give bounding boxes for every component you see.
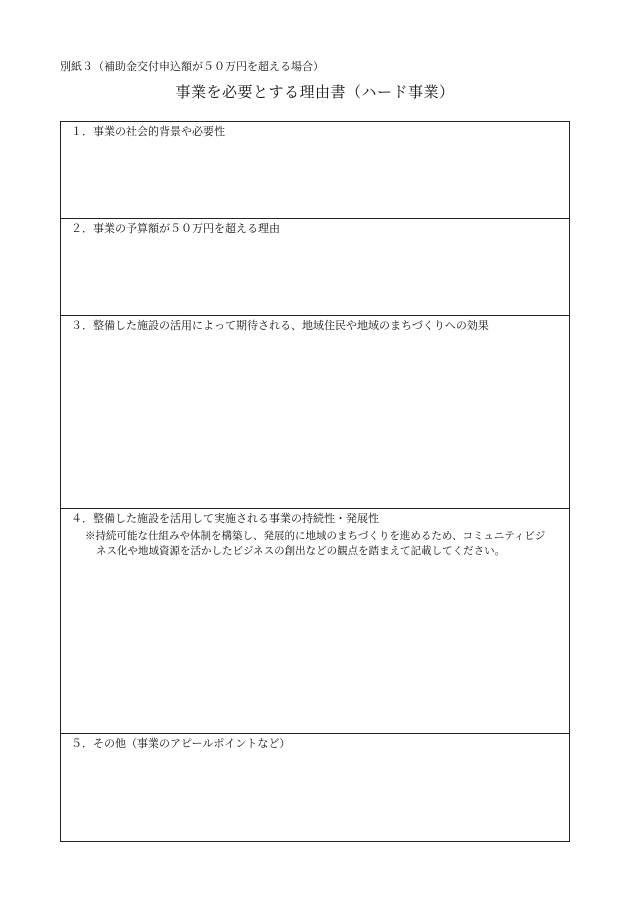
section-heading: １．事業の社会的背景や必要性: [71, 125, 225, 138]
section-heading: ５．その他（事業のアピールポイントなど）: [71, 737, 291, 750]
reason-form-table: [60, 121, 570, 842]
section-social-background: [61, 122, 569, 219]
answer-area-social-background[interactable]: [69, 144, 561, 214]
section-heading: ４．整備した施設を活用して実施される事業の持続性・発展性: [71, 512, 379, 525]
document-title: 事業を必要とする理由書（ハード事業）: [175, 83, 455, 101]
section-budget-reason: [61, 219, 569, 316]
section-note: [85, 529, 563, 559]
section-sustainability: [61, 509, 569, 734]
answer-area-expected-effects[interactable]: [69, 338, 561, 504]
section-other: [61, 734, 569, 841]
section-heading: ３．整備した施設の活用によって期待される、地域住民や地域のまちづくりへの効果: [71, 319, 489, 332]
answer-area-budget-reason[interactable]: [69, 241, 561, 311]
note-line: ※持続可能な仕組みや体制を構築し、発展的に地域のまちづくりを進めるため、コミュニティビジ: [85, 530, 546, 542]
section-expected-effects: [61, 316, 569, 509]
attachment-note: 別紙３（補助金交付申込額が５０万円を超える場合）: [60, 60, 324, 73]
answer-area-sustainability[interactable]: [69, 563, 561, 729]
section-heading: ２．事業の予算額が５０万円を超える理由: [71, 222, 280, 235]
note-line: ネス化や地域資源を活かしたビジネスの創出などの観点を踏まえて記載してください。: [96, 545, 506, 557]
answer-area-other[interactable]: [69, 756, 561, 837]
